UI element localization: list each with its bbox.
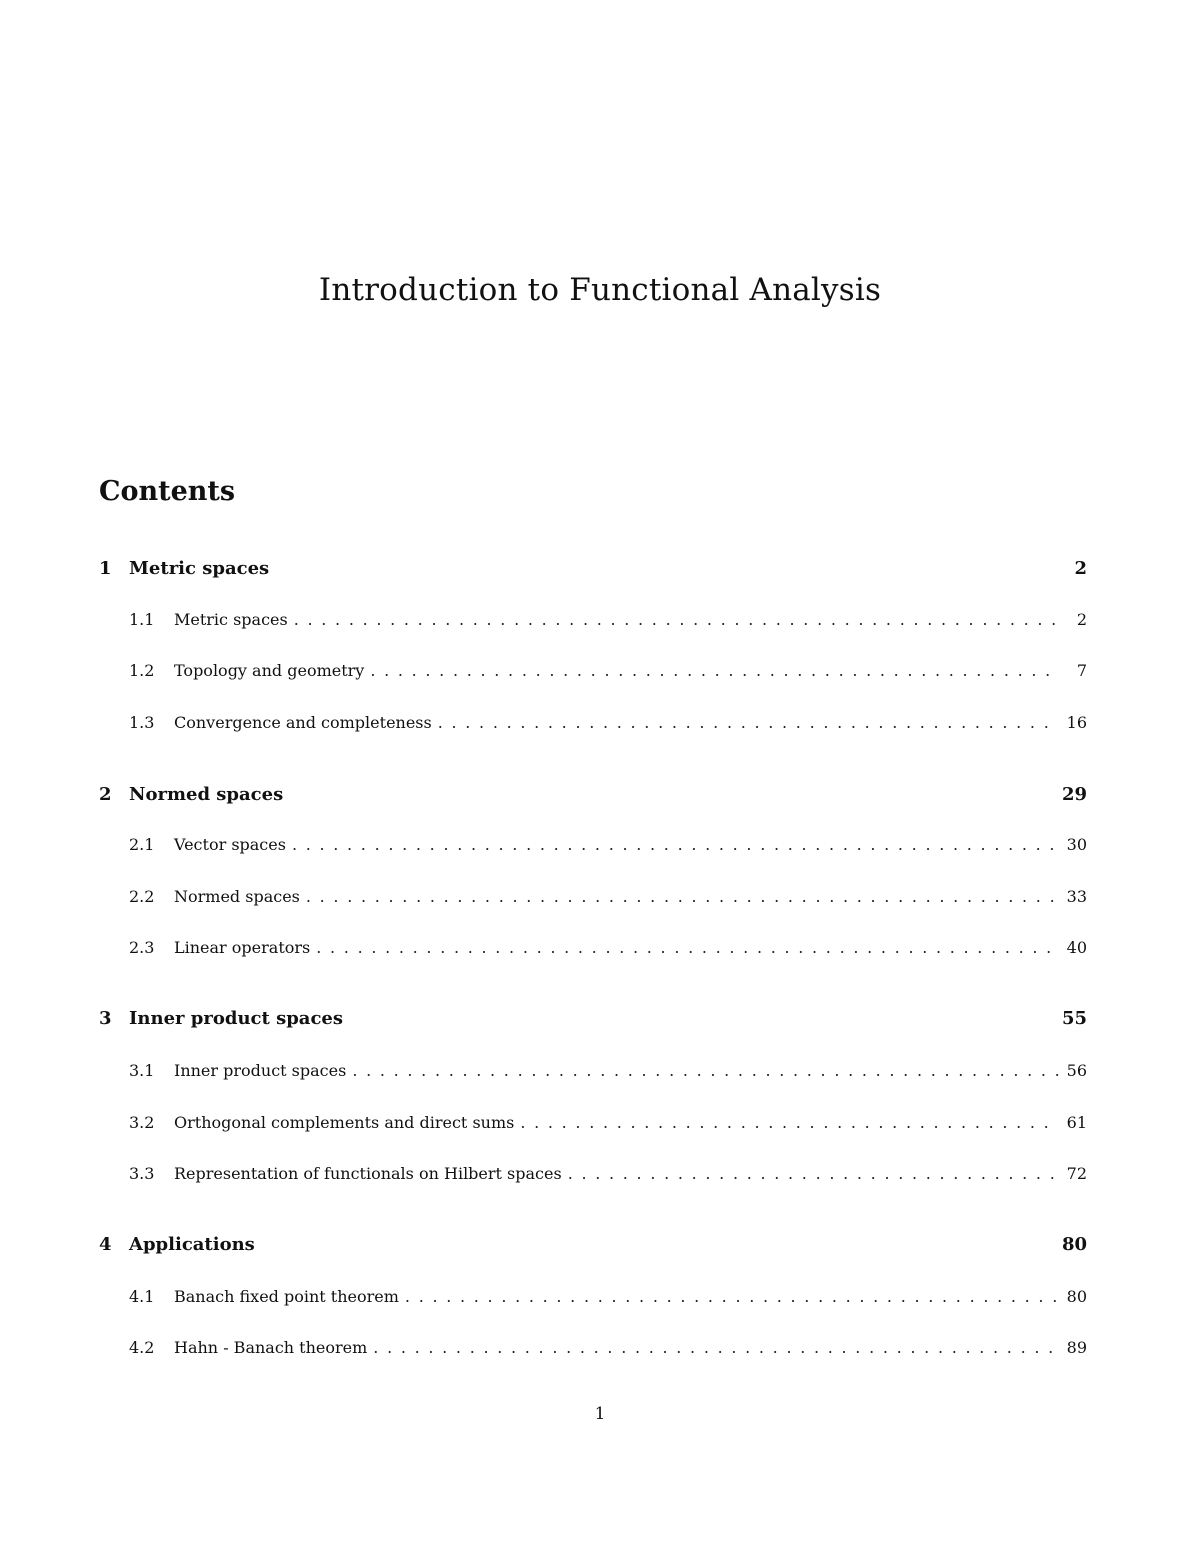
dot-leader: [316, 938, 1058, 957]
toc-number: 4: [99, 1234, 112, 1255]
toc-number: 2.3: [129, 938, 155, 957]
toc-page: 89: [1066, 1338, 1087, 1357]
toc-number: 1.3: [129, 713, 155, 732]
toc-section-2-3[interactable]: [99, 938, 1087, 962]
toc-page: 40: [1066, 938, 1087, 957]
toc-title: Topology and geometry: [174, 661, 365, 680]
toc-section-3-3[interactable]: [99, 1164, 1087, 1188]
toc-section-1-3[interactable]: [99, 713, 1087, 737]
toc-page: 55: [1061, 1008, 1087, 1029]
contents-heading: Contents: [99, 476, 236, 507]
toc-section-3-2[interactable]: [99, 1113, 1087, 1137]
toc-page: 80: [1066, 1287, 1087, 1306]
toc-number: 1: [99, 558, 112, 579]
toc-page: 7: [1076, 661, 1087, 680]
dot-leader: [294, 610, 1059, 629]
toc-number: 2.1: [129, 835, 155, 854]
toc-section-2-2[interactable]: [99, 887, 1087, 911]
dot-leader: [306, 887, 1059, 906]
toc-number: 2.2: [129, 887, 155, 906]
page-number: 1: [594, 1404, 606, 1424]
toc-page: 56: [1066, 1061, 1087, 1080]
toc-number: 3.3: [129, 1164, 155, 1183]
dot-leader: [438, 713, 1059, 732]
toc-title: Vector spaces: [174, 835, 286, 854]
toc-title: Inner product spaces: [129, 1008, 344, 1029]
toc-title: Banach fixed point theorem: [174, 1287, 399, 1306]
toc-section-3-1[interactable]: [99, 1061, 1087, 1085]
toc-title: Applications: [129, 1234, 255, 1255]
toc-title: Linear operators: [174, 938, 311, 957]
toc-page: 29: [1061, 784, 1087, 805]
toc-section-4-1[interactable]: [99, 1287, 1087, 1311]
toc-number: 3: [99, 1008, 112, 1029]
toc-page: 2: [1076, 610, 1087, 629]
toc-title: Convergence and completeness: [174, 713, 432, 732]
toc-page: 80: [1061, 1234, 1087, 1255]
toc-number: 1.2: [129, 661, 155, 680]
toc-title: Metric spaces: [174, 610, 288, 629]
dot-leader: [520, 1113, 1058, 1132]
toc-number: 4.2: [129, 1338, 155, 1357]
document-title: Introduction to Functional Analysis: [318, 272, 882, 308]
dot-leader: [373, 1338, 1058, 1357]
toc-title: Hahn - Banach theorem: [174, 1338, 368, 1357]
toc-title: Normed spaces: [174, 887, 300, 906]
toc-number: 2: [99, 784, 112, 805]
toc-number: 4.1: [129, 1287, 155, 1306]
toc-number: 3.2: [129, 1113, 155, 1132]
toc-title: Metric spaces: [129, 558, 270, 579]
toc-title: Normed spaces: [129, 784, 284, 805]
toc-section-4-2[interactable]: [99, 1338, 1087, 1362]
toc-chapter-2[interactable]: [99, 784, 1087, 808]
dot-leader: [292, 835, 1059, 854]
toc-page: 16: [1066, 713, 1087, 732]
toc-page: 30: [1066, 835, 1087, 854]
toc-page: 2: [1074, 558, 1087, 579]
toc-section-1-1[interactable]: [99, 610, 1087, 634]
toc-title: Inner product spaces: [174, 1061, 347, 1080]
toc-chapter-4[interactable]: [99, 1234, 1087, 1258]
toc-title: Orthogonal complements and direct sums: [174, 1113, 515, 1132]
toc-chapter-3[interactable]: [99, 1008, 1087, 1032]
toc-title: Representation of functionals on Hilbert spaces: [174, 1164, 562, 1183]
toc-page: 72: [1066, 1164, 1087, 1183]
dot-leader: [405, 1287, 1059, 1306]
dot-leader: [352, 1061, 1058, 1080]
toc-section-2-1[interactable]: [99, 835, 1087, 859]
toc-number: 3.1: [129, 1061, 155, 1080]
dot-leader: [568, 1164, 1059, 1183]
toc-chapter-1[interactable]: [99, 558, 1087, 582]
toc-number: 1.1: [129, 610, 155, 629]
dot-leader: [370, 661, 1059, 680]
toc-section-1-2[interactable]: [99, 661, 1087, 685]
toc-page: 33: [1066, 887, 1087, 906]
toc-page: 61: [1066, 1113, 1087, 1132]
